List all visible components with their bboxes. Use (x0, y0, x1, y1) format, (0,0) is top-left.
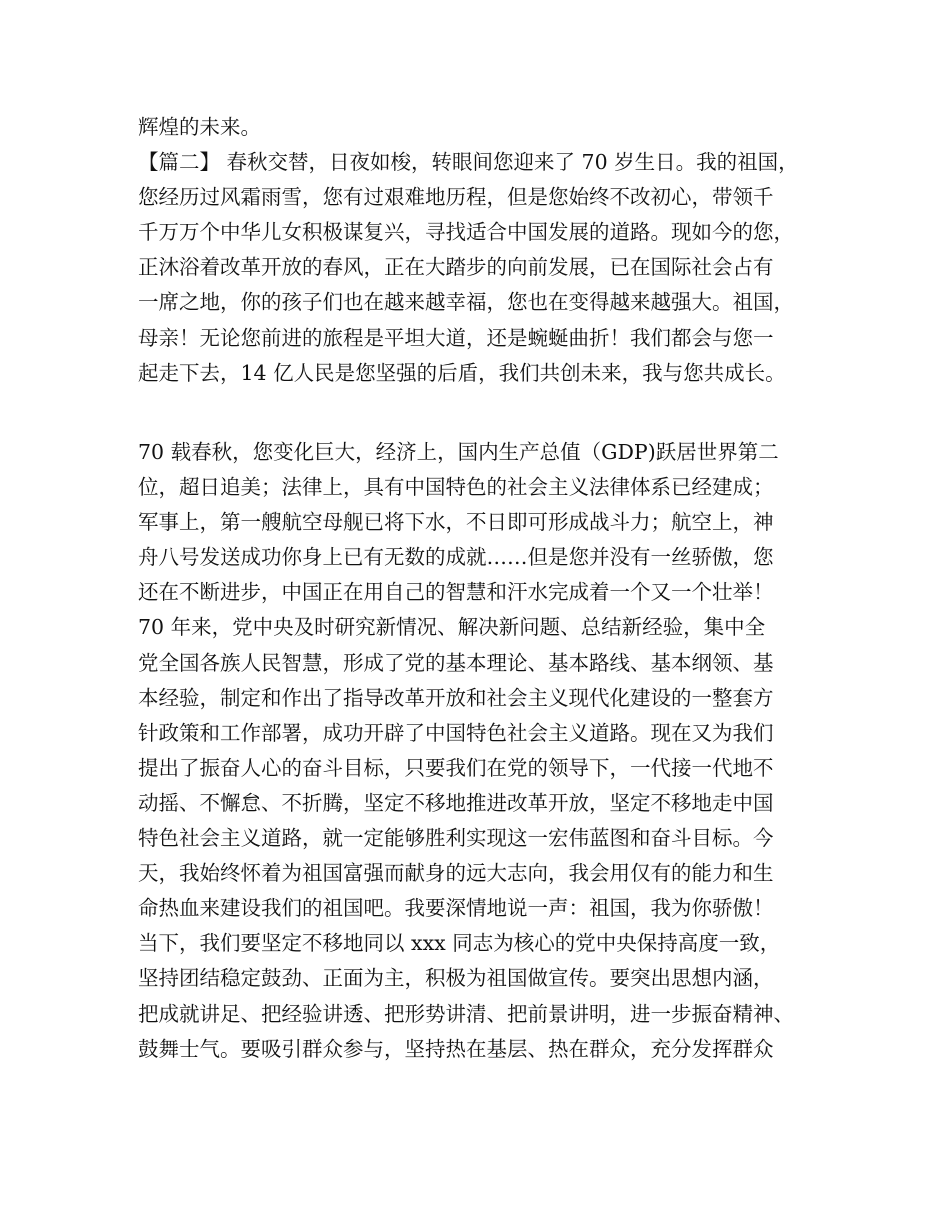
text-line: 动摇、不懈怠、不折腾，坚定不移地推进改革开放，坚定不移地走中国 (138, 790, 774, 815)
paragraph-section-2 (138, 110, 838, 391)
text-line: 一席之地，你的孩子们也在越来越幸福，您也在变得越来越强大。祖国， (138, 290, 794, 315)
text-line: 70 年来，党中央及时研究新情况、解决新问题、总结新经验，集中全 (138, 615, 766, 640)
text-line: 针政策和工作部署，成功开辟了中国特色社会主义道路。现在又为我们 (138, 720, 774, 745)
paragraph-achievements (138, 435, 838, 1067)
text-line: 鼓舞士气。要吸引群众参与，坚持热在基层、热在群众，充分发挥群众 (138, 1036, 774, 1061)
text-line: 命热血来建设我们的祖国吧。我要深情地说一声：祖国，我为你骄傲！ (138, 896, 774, 921)
text-line: 千万万个中华儿女积极谋复兴，寻找适合中国发展的道路。现如今的您， (138, 220, 794, 245)
text-line: 还在不断进步，中国正在用自己的智慧和汗水完成着一个又一个壮举！ (138, 580, 774, 605)
text-line: 母亲！无论您前进的旅程是平坦大道，还是蜿蜒曲折！我们都会与您一 (138, 325, 774, 350)
text-line: 您经历过风霜雨雪，您有过艰难地历程，但是您始终不改初心，带领千 (138, 185, 774, 210)
text-line: 党全国各族人民智慧，形成了党的基本理论、基本路线、基本纲领、基 (138, 650, 774, 675)
text-line: 正沐浴着改革开放的春风，正在大踏步的向前发展，已在国际社会占有 (138, 255, 774, 280)
text-line: 舟八号发送成功你身上已有无数的成就……但是您并没有一丝骄傲，您 (138, 545, 774, 570)
text-line: 本经验，制定和作出了指导改革开放和社会主义现代化建设的一整套方 (138, 685, 774, 710)
text-line: 【篇二】 春秋交替，日夜如梭，转眼间您迎来了 70 岁生日。我的祖国， (138, 150, 799, 175)
text-line: 特色社会主义道路，就一定能够胜利实现这一宏伟蓝图和奋斗目标。今 (138, 826, 774, 851)
text-line: 辉煌的未来。 (138, 115, 261, 139)
text-line: 提出了振奋人心的奋斗目标，只要我们在党的领导下，一代接一代地不 (138, 755, 774, 780)
text-line: 把成就讲足、把经验讲透、把形势讲清、把前景讲明，进一步振奋精神、 (138, 1001, 794, 1026)
text-line: 坚持团结稳定鼓劲、正面为主，积极为祖国做宣传。要突出思想内涵， (138, 966, 774, 991)
text-line: 天，我始终怀着为祖国富强而献身的远大志向，我会用仅有的能力和生 (138, 861, 774, 886)
text-line: 起走下去，14 亿人民是您坚强的后盾，我们共创未来，我与您共成长。 (138, 360, 786, 385)
text-line: 当下，我们要坚定不移地同以 xxx 同志为核心的党中央保持高度一致， (138, 931, 781, 956)
text-line: 军事上，第一艘航空母舰已将下水，不日即可形成战斗力；航空上，神 (138, 510, 774, 535)
text-line: 70 载春秋，您变化巨大，经济上，国内生产总值（GDP)跃居世界第二 (138, 440, 779, 464)
text-line: 位，超日追美；法律上，具有中国特色的社会主义法律体系已经建成； (138, 475, 774, 500)
